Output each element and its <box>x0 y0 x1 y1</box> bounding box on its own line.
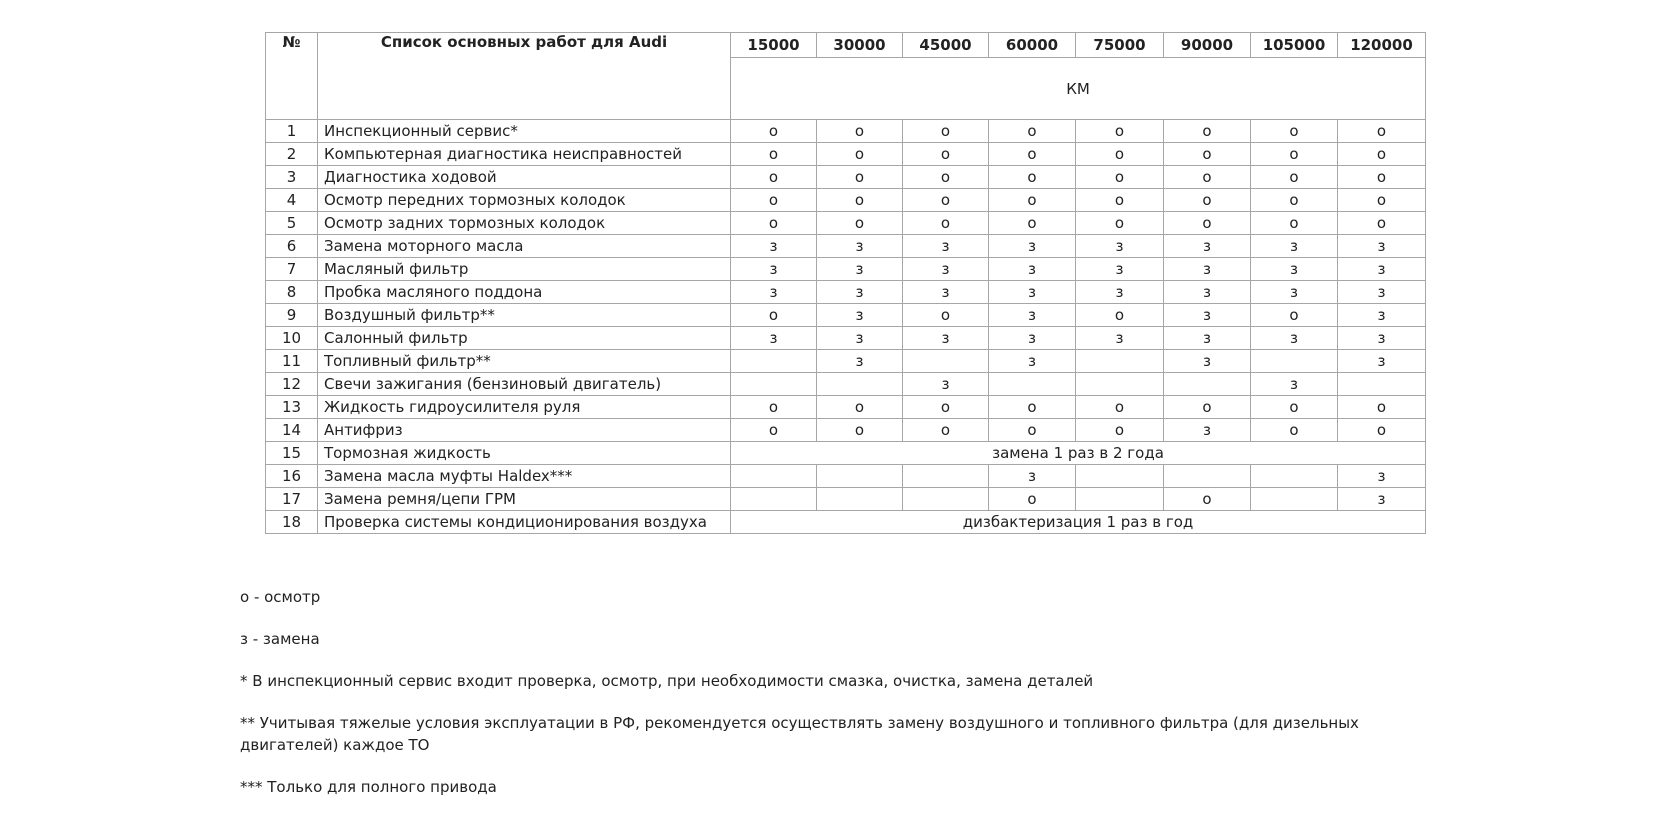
schedule-cell: з <box>1338 350 1426 373</box>
schedule-cell: о <box>817 212 903 235</box>
schedule-cell: з <box>1164 281 1251 304</box>
schedule-cell: з <box>1251 281 1338 304</box>
schedule-cell <box>1338 373 1426 396</box>
work-name: Осмотр задних тормозных колодок <box>318 212 731 235</box>
row-number: 18 <box>266 511 318 534</box>
header-number: № <box>266 33 318 120</box>
work-name: Инспекционный сервис* <box>318 120 731 143</box>
row-number: 13 <box>266 396 318 419</box>
schedule-cell: з <box>989 327 1076 350</box>
work-name: Антифриз <box>318 419 731 442</box>
header-unit: КМ <box>731 58 1426 120</box>
schedule-cell <box>1164 373 1251 396</box>
schedule-cell: з <box>1338 235 1426 258</box>
header-mileage: 30000 <box>817 33 903 58</box>
schedule-cell <box>903 350 989 373</box>
schedule-cell <box>903 488 989 511</box>
schedule-cell: о <box>731 166 817 189</box>
schedule-cell: з <box>1251 258 1338 281</box>
footnote-3: *** Только для полного привода <box>240 778 497 796</box>
schedule-cell: з <box>1251 373 1338 396</box>
table-row <box>266 350 1426 373</box>
schedule-cell: о <box>903 396 989 419</box>
schedule-cell: з <box>817 258 903 281</box>
schedule-cell: о <box>989 120 1076 143</box>
schedule-cell: о <box>731 212 817 235</box>
table-row <box>266 189 1426 212</box>
span-note: дизбактеризация 1 раз в год <box>731 511 1426 534</box>
table-row <box>266 373 1426 396</box>
schedule-cell: з <box>989 304 1076 327</box>
header-mileage: 120000 <box>1338 33 1426 58</box>
schedule-cell: з <box>817 281 903 304</box>
schedule-cell: о <box>1164 143 1251 166</box>
schedule-cell: з <box>1338 327 1426 350</box>
schedule-cell: о <box>1164 212 1251 235</box>
schedule-cell: з <box>1164 258 1251 281</box>
schedule-cell: о <box>1076 189 1164 212</box>
schedule-cell <box>731 488 817 511</box>
schedule-cell: о <box>989 419 1076 442</box>
schedule-cell: з <box>1076 327 1164 350</box>
schedule-cell: о <box>1164 396 1251 419</box>
schedule-cell <box>1076 488 1164 511</box>
work-name: Замена моторного масла <box>318 235 731 258</box>
schedule-cell <box>817 465 903 488</box>
work-name: Воздушный фильтр** <box>318 304 731 327</box>
table-row <box>266 281 1426 304</box>
schedule-cell: з <box>1338 258 1426 281</box>
row-number: 17 <box>266 488 318 511</box>
row-number: 4 <box>266 189 318 212</box>
schedule-cell <box>1076 373 1164 396</box>
schedule-cell: о <box>1164 189 1251 212</box>
schedule-cell: з <box>1164 304 1251 327</box>
schedule-cell <box>731 350 817 373</box>
work-name: Компьютерная диагностика неисправностей <box>318 143 731 166</box>
header-mileage: 15000 <box>731 33 817 58</box>
schedule-cell: о <box>1076 396 1164 419</box>
schedule-cell: о <box>1076 212 1164 235</box>
work-name: Проверка системы кондиционирования воздуха <box>318 511 731 534</box>
schedule-cell: з <box>1338 304 1426 327</box>
schedule-cell: о <box>1338 419 1426 442</box>
work-name: Осмотр передних тормозных колодок <box>318 189 731 212</box>
schedule-cell: о <box>989 143 1076 166</box>
schedule-cell: о <box>731 396 817 419</box>
table-row <box>266 235 1426 258</box>
table-row <box>266 212 1426 235</box>
work-name: Тормозная жидкость <box>318 442 731 465</box>
footnote-1: * В инспекционный сервис входит проверка, осмотр, при необходимости смазка, очистка, замена деталей <box>240 672 1094 690</box>
work-name: Свечи зажигания (бензиновый двигатель) <box>318 373 731 396</box>
maintenance-schedule-table <box>265 32 1426 534</box>
schedule-cell: о <box>1338 189 1426 212</box>
schedule-cell: о <box>731 304 817 327</box>
schedule-cell: о <box>731 189 817 212</box>
row-number: 1 <box>266 120 318 143</box>
header-title: Список основных работ для Audi <box>318 33 731 120</box>
table-row <box>266 396 1426 419</box>
row-number: 5 <box>266 212 318 235</box>
row-number: 14 <box>266 419 318 442</box>
work-name: Пробка масляного поддона <box>318 281 731 304</box>
schedule-cell: з <box>1338 281 1426 304</box>
schedule-cell <box>817 373 903 396</box>
header-mileage: 105000 <box>1251 33 1338 58</box>
schedule-cell: о <box>817 189 903 212</box>
work-name: Салонный фильтр <box>318 327 731 350</box>
header-mileage: 60000 <box>989 33 1076 58</box>
schedule-cell <box>731 373 817 396</box>
work-name: Жидкость гидроусилителя руля <box>318 396 731 419</box>
schedule-cell <box>989 373 1076 396</box>
schedule-cell: з <box>1251 235 1338 258</box>
table-row <box>266 120 1426 143</box>
schedule-cell <box>1251 465 1338 488</box>
schedule-cell: з <box>903 258 989 281</box>
table-row <box>266 511 1426 534</box>
row-number: 16 <box>266 465 318 488</box>
schedule-cell: о <box>817 419 903 442</box>
schedule-cell: о <box>1338 143 1426 166</box>
schedule-cell: о <box>903 212 989 235</box>
schedule-cell: о <box>817 166 903 189</box>
schedule-cell: з <box>989 350 1076 373</box>
schedule-cell: о <box>903 189 989 212</box>
schedule-cell: з <box>1251 327 1338 350</box>
header-mileage: 45000 <box>903 33 989 58</box>
schedule-cell <box>1251 350 1338 373</box>
table-row <box>266 304 1426 327</box>
work-name: Масляный фильтр <box>318 258 731 281</box>
table-row <box>266 258 1426 281</box>
work-name: Топливный фильтр** <box>318 350 731 373</box>
schedule-cell: з <box>1338 488 1426 511</box>
schedule-cell: о <box>1251 212 1338 235</box>
schedule-cell: о <box>817 143 903 166</box>
table-row <box>266 465 1426 488</box>
schedule-cell: з <box>817 350 903 373</box>
schedule-cell: о <box>731 143 817 166</box>
schedule-cell <box>731 465 817 488</box>
schedule-cell: о <box>903 419 989 442</box>
schedule-cell <box>1076 465 1164 488</box>
legend-replacement: з - замена <box>240 630 320 648</box>
schedule-cell: з <box>989 465 1076 488</box>
schedule-cell: о <box>1076 166 1164 189</box>
schedule-cell: о <box>731 419 817 442</box>
schedule-cell: з <box>731 281 817 304</box>
schedule-cell: з <box>731 235 817 258</box>
schedule-cell: о <box>1076 120 1164 143</box>
header-row <box>266 33 1426 58</box>
schedule-cell: з <box>903 281 989 304</box>
schedule-cell <box>817 488 903 511</box>
row-number: 6 <box>266 235 318 258</box>
row-number: 12 <box>266 373 318 396</box>
schedule-cell: з <box>731 258 817 281</box>
schedule-cell: з <box>989 258 1076 281</box>
row-number: 7 <box>266 258 318 281</box>
schedule-cell: з <box>1076 281 1164 304</box>
table-row <box>266 488 1426 511</box>
schedule-cell: о <box>1251 304 1338 327</box>
table-row <box>266 419 1426 442</box>
schedule-cell: о <box>1076 304 1164 327</box>
row-number: 15 <box>266 442 318 465</box>
legend-inspection: о - осмотр <box>240 588 321 606</box>
schedule-cell: з <box>1076 235 1164 258</box>
schedule-cell <box>1251 488 1338 511</box>
row-number: 9 <box>266 304 318 327</box>
schedule-cell: з <box>817 327 903 350</box>
footnotes <box>240 586 1440 818</box>
schedule-cell: о <box>817 120 903 143</box>
schedule-cell: з <box>1164 327 1251 350</box>
schedule-cell: о <box>1164 488 1251 511</box>
work-name: Замена ремня/цепи ГРМ <box>318 488 731 511</box>
schedule-cell: з <box>1338 465 1426 488</box>
table-row <box>266 166 1426 189</box>
schedule-cell: з <box>817 235 903 258</box>
schedule-cell: о <box>1338 166 1426 189</box>
row-number: 3 <box>266 166 318 189</box>
table-body <box>266 120 1426 534</box>
span-note: замена 1 раз в 2 года <box>731 442 1426 465</box>
schedule-cell: о <box>903 166 989 189</box>
footnote-2: ** Учитывая тяжелые условия эксплуатации в РФ, рекомендуется осуществлять замену воздушного и топливного фильтра (для дизельных двигателей) каждое ТО <box>240 714 1359 754</box>
schedule-cell: о <box>1164 120 1251 143</box>
work-name: Замена масла муфты Haldex*** <box>318 465 731 488</box>
row-number: 10 <box>266 327 318 350</box>
schedule-cell <box>903 465 989 488</box>
schedule-cell: о <box>1251 120 1338 143</box>
schedule-cell: о <box>1251 166 1338 189</box>
table-row <box>266 327 1426 350</box>
schedule-cell: о <box>989 488 1076 511</box>
schedule-cell: о <box>1338 120 1426 143</box>
schedule-cell: о <box>1251 396 1338 419</box>
work-name: Диагностика ходовой <box>318 166 731 189</box>
row-number: 2 <box>266 143 318 166</box>
schedule-cell: о <box>989 212 1076 235</box>
schedule-cell: о <box>1338 396 1426 419</box>
schedule-cell: з <box>989 281 1076 304</box>
schedule-cell: з <box>1164 235 1251 258</box>
schedule-cell: о <box>989 396 1076 419</box>
schedule-cell: о <box>903 120 989 143</box>
schedule-cell: о <box>1251 189 1338 212</box>
schedule-cell: з <box>903 327 989 350</box>
schedule-cell: о <box>731 120 817 143</box>
schedule-cell: о <box>1251 143 1338 166</box>
schedule-cell: з <box>903 235 989 258</box>
header-mileage: 75000 <box>1076 33 1164 58</box>
table-row <box>266 442 1426 465</box>
schedule-cell: о <box>903 143 989 166</box>
schedule-cell: о <box>1164 166 1251 189</box>
schedule-cell: з <box>903 373 989 396</box>
schedule-cell: о <box>989 166 1076 189</box>
header-mileage: 90000 <box>1164 33 1251 58</box>
schedule-cell: з <box>731 327 817 350</box>
schedule-cell: з <box>1164 350 1251 373</box>
row-number: 11 <box>266 350 318 373</box>
schedule-cell: о <box>1076 419 1164 442</box>
row-number: 8 <box>266 281 318 304</box>
schedule-cell: о <box>1338 212 1426 235</box>
schedule-cell: з <box>989 235 1076 258</box>
schedule-cell: з <box>1076 258 1164 281</box>
schedule-cell <box>1076 350 1164 373</box>
schedule-cell: о <box>817 396 903 419</box>
table-row <box>266 143 1426 166</box>
schedule-cell: з <box>817 304 903 327</box>
schedule-cell: о <box>903 304 989 327</box>
schedule-cell: з <box>1164 419 1251 442</box>
schedule-cell <box>1164 465 1251 488</box>
schedule-cell: о <box>989 189 1076 212</box>
schedule-cell: о <box>1251 419 1338 442</box>
schedule-cell: о <box>1076 143 1164 166</box>
